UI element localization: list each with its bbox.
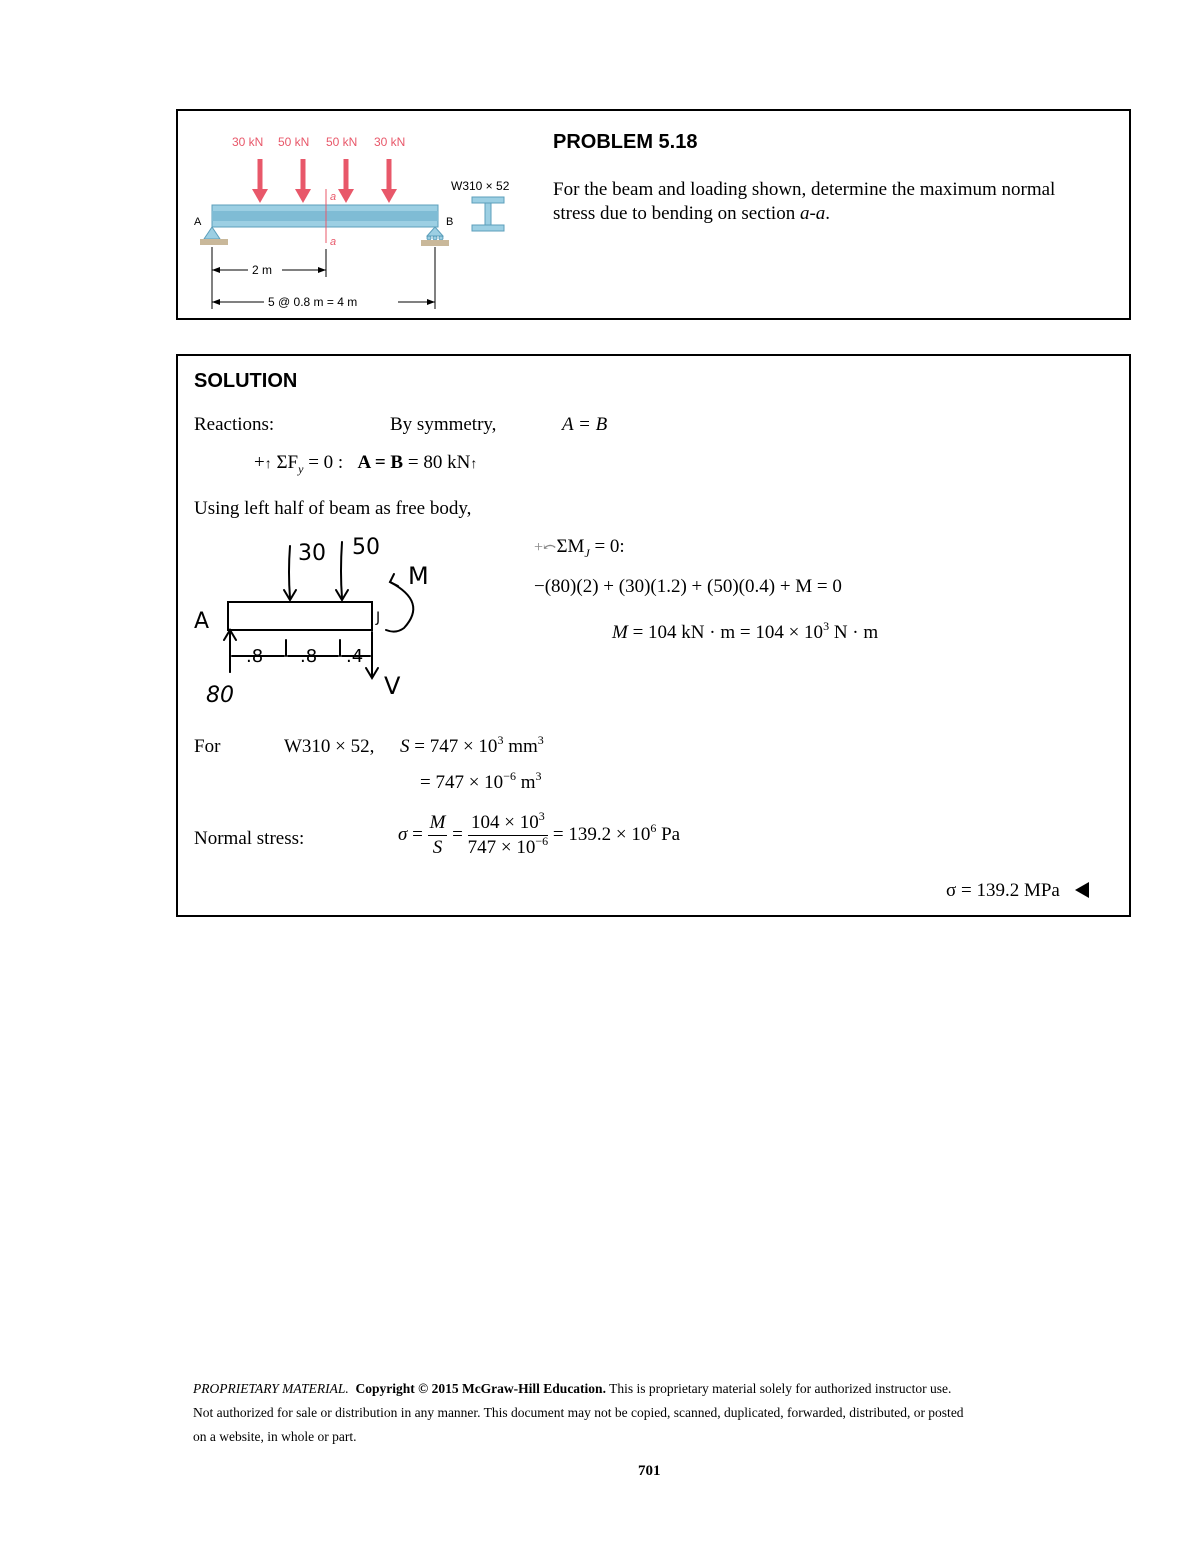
symmetry-equation: A = B (562, 414, 608, 435)
sketch-dim-1: .8 (246, 646, 264, 667)
support-label-b: B (446, 216, 454, 228)
sketch-dim-2: .8 (300, 646, 318, 667)
sketch-load-50: 50 (352, 535, 380, 560)
load-label-3: 50 kN (326, 135, 358, 149)
answer-marker-icon (1075, 882, 1089, 898)
problem-box (176, 109, 1131, 320)
reactions-label: Reactions: (194, 414, 275, 435)
sketch-dim-3: .4 (346, 646, 364, 667)
pin-support-a (204, 227, 220, 239)
free-body-text: Using left half of beam as free body, (194, 498, 472, 519)
footer-line3: on a website, in whole or part. (193, 1429, 357, 1444)
sketch-label-m: M (408, 562, 429, 590)
footer (193, 1377, 964, 1449)
load-arrows (252, 159, 397, 203)
section-label-bottom: a (330, 236, 337, 248)
load-label-1: 30 kN (232, 135, 264, 149)
problem-statement-line2: stress due to bending on section a-a. (553, 203, 831, 224)
solution-box (176, 354, 1131, 917)
normal-stress-label: Normal stress: (194, 828, 305, 849)
section-modulus-si: = $747 \times 10^{-6}$ $m^3$ (420, 769, 542, 793)
up-arrow-icon: ↑ (264, 457, 272, 472)
for-label: For (194, 736, 221, 757)
counterclockwise-arrow-icon: +⤺ (534, 539, 557, 556)
normal-stress-equation: σ = $\frac{M}{S}$ = $\frac{104 \times 10^3}{747 \times 10^{-6}}$ = $139.2 \times 10^6$ Pa (398, 809, 681, 858)
footer-line2: Not authorized for sale or distribution in any manner. This document may not be copied, scanned, duplicated, forwarded, distributed, or posted (193, 1405, 964, 1420)
sketch-reaction-80: 80 (206, 683, 234, 708)
final-answer: σ = 139.2 MPa (946, 880, 1089, 902)
moment-equation: −(80)(2) + (30)(1.2) + (50)(0.4) + M = 0 (534, 576, 842, 597)
page-number: 701 (638, 1463, 661, 1479)
moment-equilibrium-label: $+⤺\Sigma M_J = 0$: (534, 536, 625, 560)
section-name: W310 × 52, (284, 736, 375, 757)
section-label-top: a (330, 191, 337, 203)
problem-statement-line1: For the beam and loading shown, determine the maximum normal (553, 179, 1056, 200)
up-arrow-icon: ↑ (470, 457, 478, 472)
moment-result: M = 104 kN · $m = 104 \times 10^3$ N · m (612, 619, 879, 643)
w-section-icon (470, 195, 510, 237)
support-label-a: A (194, 216, 202, 228)
load-label-2: 50 kN (278, 135, 310, 149)
roller-support-b (427, 227, 443, 236)
free-body-sketch (190, 532, 460, 712)
dim-total-label: 5 @ 0.8 m = 4 m (268, 295, 358, 309)
sketch-label-a: A (194, 609, 210, 634)
solution-title: SOLUTION (194, 370, 298, 392)
section-modulus: $S = 747 \times 10^3$ $mm^3$ (400, 733, 544, 757)
problem-title: PROBLEM 5.18 (553, 131, 698, 153)
sum-fy-equation: +↑ $\Sigma F_y = 0$ : A = B = 80 kN↑ (254, 452, 478, 476)
dim-short-label: 2 m (252, 263, 273, 277)
beam-section-label: W310 × 52 (451, 179, 510, 193)
sketch-label-j: J (376, 610, 381, 626)
sketch-label-v: V (384, 672, 401, 700)
by-symmetry-label: By symmetry, (390, 414, 497, 435)
load-label-4: 30 kN (374, 135, 406, 149)
footer-line1: PROPRIETARY MATERIAL. Copyright © 2015 McGraw-Hill Education. This is proprietary material solely for authorized instructor use. (193, 1381, 952, 1396)
sketch-load-30: 30 (298, 541, 326, 566)
